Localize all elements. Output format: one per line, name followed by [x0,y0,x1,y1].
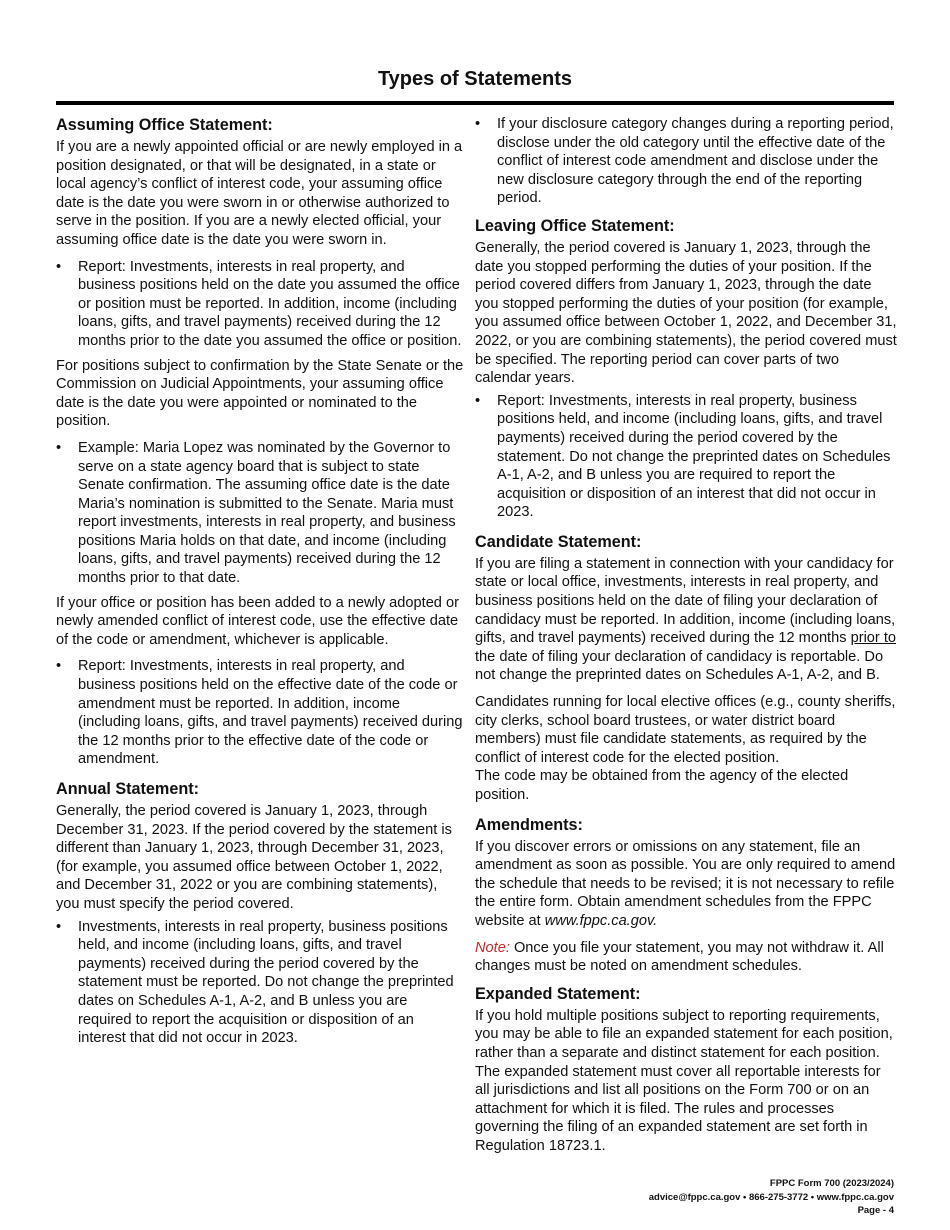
candidate-text-b: the date of filing your declaration of candidacy is reportable. Do not change the preprinted dates on Schedules A-1, A-2, and B. [475,648,884,684]
page-footer [649,1177,894,1218]
annual-statement-paragraph-1: Generally, the period covered is January 1, 2023, through December 31, 2023. If the period covered by the statement is different than January 1, 2023, through December 31, 2023, (for example, you assumed office between October 1, 2022, and December 31, 2022 or you are combining statements), you must specify the period covered. [56,803,452,912]
expanded-statement-paragraph-1: If you hold multiple positions subject to reporting requirements, you may be able to file an expanded statement for each position, rather than a separate and distinct statement for each position. The expanded statement must cover all reportable interests for all jurisdictions and list all positions on the Form 700 or on an attachment for which it is filed. The rules and processes governing the filing of an expanded statement are set forth in Regulation 18723.1. [475,1007,893,1154]
amendments-text: If you discover errors or omissions on any statement, file an amendment as soon as possible. You are only required to amend the schedule that needs to be revised; it is not necessary to refile the entire form. Obtain amendment schedules from the FPPC website at [475,838,896,929]
assuming-office-bullet-3: • Report: Investments, interests in real property, and business positions held on the effective date of the code or amendment must be reported. In addition, income (including loans, gifts, and travel payments) received during the 12 months prior to the effective date of the code or amendment. [56,657,464,769]
page-title: Types of Statements [377,68,573,90]
assuming-office-paragraph-2: For positions subject to confirmation by the State Senate or the Commission on Judicial Appointments, your assuming office date is the date you were appointed or nominated to the position. [56,357,464,430]
assuming-office-paragraph-3: If your office or position has been added to a newly adopted or newly amended conflict of interest code, use the effective date of the code or amendment, whichever is applicable. [56,594,459,648]
expanded-statement-heading: Expanded Statement: [475,984,641,1003]
candidate-statement-paragraph-2: Candidates running for local elective offices (e.g., county sheriffs, city clerks, school board trustees, or water district board members) must file candidate statements, as required by the conflict of interest code for the elected position. [475,694,896,766]
fppc-website-link[interactable]: www.fppc.ca.gov. [544,912,658,929]
note-label: Note: [475,939,510,956]
amendments-paragraph-1 [475,838,897,931]
leaving-office-heading: Leaving Office Statement: [475,216,675,235]
footer-form-id: FPPC Form 700 (2023/2024) [769,1178,894,1189]
note-text: Once you file your statement, you may not withdraw it. All changes must be noted on amendment schedules. [475,939,884,975]
annual-statement-heading: Annual Statement: [56,780,200,798]
assuming-office-paragraph-1: If you are a newly appointed official or are newly employed in a position designated, or that will be designated, in a state or local agency’s conflict of interest code, your assuming office date is the date you were sworn in or otherwise authorized to serve in the position. If you are a newly elected official, your assuming office date is the date you were sworn in. [56,139,463,248]
leaving-office-bullet-1: • Report: Investments, interests in real property, business positions held, and income (including loans, gifts, and travel payments) received during the period covered by the statement. Do not change the preprinted dates on Schedules A-1, A-2, and B unless you are required to report the acquisition or disposition of an interest that did not occur in 2023. [475,392,897,522]
assuming-office-heading: Assuming Office Statement: [56,116,273,134]
footer-page-number: Page - 4 [857,1205,894,1216]
title-rule [56,101,894,105]
amendments-heading: Amendments: [475,815,583,834]
candidate-statement-paragraph-1 [475,555,897,685]
candidate-text-a: If you are filing a statement in connection with your candidacy for state or local office, investments, interests in real property, and business positions held on the date of filing your declaration of candidacy must be reported. In addition, income (including loans, gifts, and travel payments) received during the 12 months [475,555,896,647]
candidate-statement-paragraph-3: The code may be obtained from the agency of the elected position. [475,768,849,803]
disclosure-category-bullet: • If your disclosure category changes during a reporting period, disclose under the old category until the effective date of the conflict of interest code amendment and disclose under the new disclosure category through the end of the reporting period. [475,115,897,208]
amendments-note [475,939,897,976]
annual-statement-bullet-1: • Investments, interests in real property, business positions held, and income (including loans, gifts, and travel payments) received during the period covered by the statement must be reported. Do not change the preprinted dates on Schedules A-1, A-2, and B unless you are required to report the acquisition or disposition of an interest that did not occur in 2023. [56,918,464,1048]
assuming-office-bullet-2: • Example: Maria Lopez was nominated by the Governor to serve on a state agency board that is subject to state Senate confirmation. The assuming office date is the date Maria’s nomination is submitted to the Senate. Maria must report investments, interests in real property, and business positions Maria holds on that date, and income (including loans, gifts, and travel payments) received during the 12 months prior to that date. [56,439,464,588]
right-column [475,115,897,1164]
footer-contact: advice@fppc.ca.gov • 866-275-3772 • www.fppc.ca.gov [648,1191,894,1203]
leaving-office-paragraph-1: Generally, the period covered is January 1, 2023, through the date you stopped performing the duties of your position. If the period covered differs from January 1, 2023, through the date you stopped performing the duties of your position (for example, you assumed office between October 1, 2022, and December 31, 2022, or you are combining statements), the period covered must be specified. The reporting period can cover parts of two calendar years. [475,239,897,387]
prior-to-underlined: prior to [850,630,897,647]
left-column [56,115,464,1054]
assuming-office-bullet-1: • Report: Investments, interests in real property, and business positions held on the date you assumed the office or position must be reported. In addition, income (including loans, gifts, and travel payments) received during the 12 months prior to the date you assumed the office or position. [56,258,464,351]
candidate-statement-heading: Candidate Statement: [475,532,642,551]
